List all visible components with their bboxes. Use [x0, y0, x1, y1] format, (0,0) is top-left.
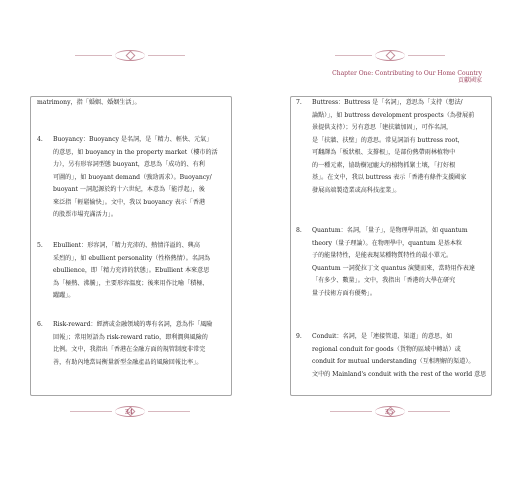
- chapter-title-zh: 貢獻國家: [457, 77, 482, 84]
- text-line: 「有多少、數量」。文中，我指出「香港的大學在研究: [312, 277, 456, 284]
- text-line: Quantum：名詞，「量子」，是物理學用語，如 quantum: [312, 227, 468, 234]
- text-line: 基」。在文中，我以 buttress 表示「香港有條件支援國家: [312, 174, 467, 181]
- text-line: Quantum 一詞從拉丁文 quantus 演變而來，當時用作表達: [312, 264, 475, 272]
- floral-divider-icon: [335, 48, 445, 62]
- item-number: 9.: [296, 333, 302, 340]
- text-line: Buoyancy：Buoyancy 是名詞，是「精力、輕快、元氣」: [53, 136, 213, 143]
- item-number: 6.: [37, 321, 43, 328]
- chapter-title-en: Chapter One: Contributing to Our Home Country: [332, 70, 482, 77]
- page-number: 35: [384, 408, 394, 416]
- text-line: 躍躍」。: [53, 292, 75, 299]
- text-line: 可翻譯為「板狀根、支撐根」，是部份熱帶雨林植物中: [312, 149, 456, 156]
- chapter-header: [300, 70, 482, 84]
- text-line: regional conduit for goods（貨物的區域中轉站）或: [312, 345, 461, 353]
- text-line: 采烈的」，如 ebullient personality（性格熱情）。名詞為: [53, 254, 211, 262]
- text-line: 子的能量特性，是能表現某種物質特性的最小單元。: [312, 252, 453, 259]
- text-line: conduit for mutual understanding（互相理解的渠道）。: [312, 358, 475, 365]
- text-line: 可圖的」，如 buoyant demand（強勁需求）。Buoyancy/: [53, 173, 212, 181]
- text-line: 比例。文中，我指出「香港在金融方面的規管制度非常完: [53, 346, 206, 353]
- text-line: ebullience，即「精力充沛的狀態」。Ebullient 本來意思: [53, 267, 210, 274]
- item-number: 5.: [37, 242, 43, 249]
- text-line: 是「扶牆、扶壁」的意思。常見詞語有 buttress root，: [312, 136, 464, 144]
- text-line: Conduit：名詞，是「連接管道、渠道」的意思，如: [312, 333, 453, 340]
- text-line: 善，有助內地當局衡量新型金融產品的風險回報比率」。: [53, 358, 203, 366]
- text-line: 景提供支持）；另有意思「建扶牆加固」，可作名詞，: [312, 124, 453, 131]
- text-line: 的意思，如 buoyancy in the property market（樓市的活: [53, 148, 218, 156]
- item-number: 8.: [296, 227, 302, 234]
- text-line: 的股票市場充滿活力」。: [53, 211, 117, 218]
- text-line: Risk-reward：經濟或金融領域的專有名詞，意為作「風險: [53, 321, 213, 328]
- text-line: buoyant 一詞起源於約十六世紀，本意為「能浮起」，後: [53, 186, 205, 193]
- text-line: theory（量子理論）。在物理學中，quantum 是基本粒: [312, 239, 463, 247]
- text-line: 回報」；常用短語為 risk-reward ratio，即利潤與風險的: [53, 333, 208, 341]
- item-number: 4.: [37, 136, 43, 143]
- page-number: 34: [124, 408, 134, 416]
- text-line: matrimony，指「婚姻、婚姻生活」。: [37, 99, 141, 106]
- text-line: 文中的 Mainland's conduit with the rest of the world 意思: [312, 370, 486, 378]
- text-line: 來泛指「輕鬆愉快」。文中，我以 buoyancy 表示「香港: [53, 198, 206, 206]
- text-line: 力），另有形容詞型態 buoyant，意思為「成功的、有利: [53, 161, 205, 168]
- text-line: 發展高端製造業或高科技產業」。: [312, 186, 401, 194]
- text-line: 論點）」，如 buttress development prospects（為發展前: [312, 111, 475, 119]
- text-line: Ebullient：形容詞，「精力充沛的、熱情洋溢的、興高: [53, 242, 200, 249]
- text-line: 的一種元素，協助樹冠龐大的植物抓緊土壤，「打好根: [312, 161, 456, 169]
- item-number: 7.: [296, 99, 302, 106]
- floral-divider-icon: [75, 48, 185, 62]
- text-line: 量子技術方面有優勢」。: [312, 289, 376, 297]
- text-line: Buttress：Buttress 是「名詞」，意思為「支持（想法/: [312, 99, 463, 106]
- text-line: 為「極熱、沸騰」，主要形容溫度；後來用作比喻「積極、: [53, 279, 209, 287]
